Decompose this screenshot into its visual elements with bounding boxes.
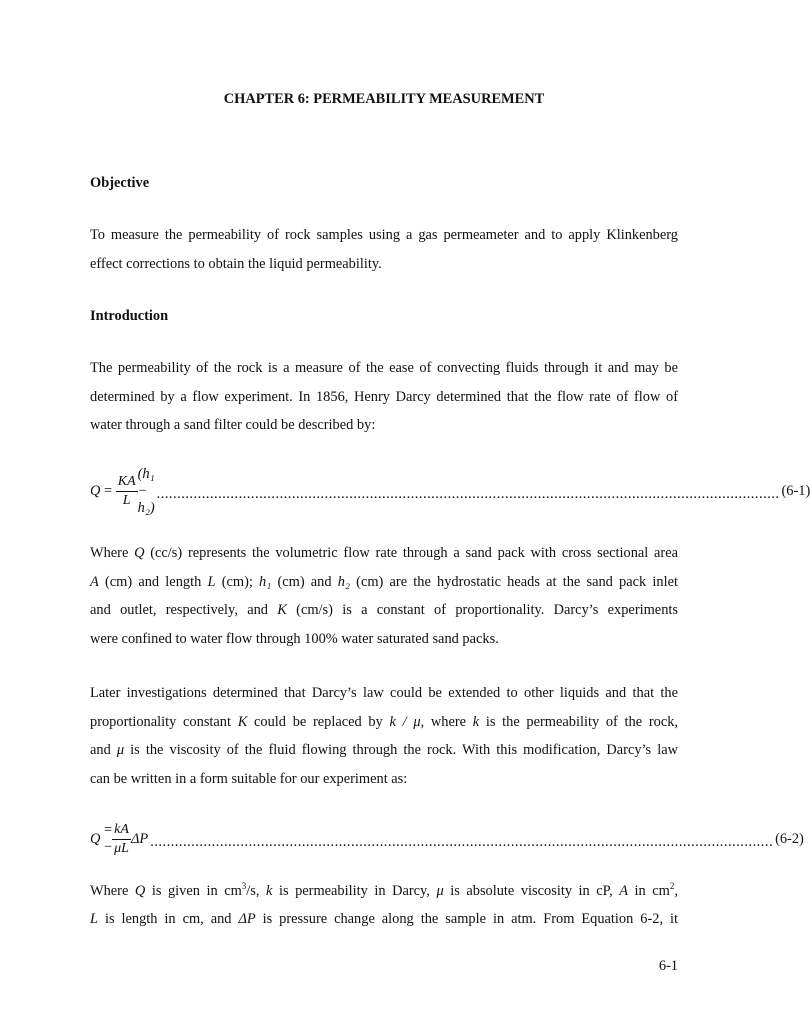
eq1-lhs: Q: [90, 483, 101, 499]
later-line-1: Later investigations determined that Darcy’s law could be extended to other liquids and that the: [90, 685, 678, 701]
eq2-leader-dots: ........................................................................................................................................................: [150, 833, 774, 850]
eq1-equals: =: [104, 483, 113, 499]
eq2-denominator: μL: [114, 840, 129, 856]
units-paragraph: [90, 872, 678, 934]
vars-line-2: A (cm) and length L (cm); h₁ (cm) and h₂ (cm) are the hydrostatic heads at the sand pack inlet: [90, 573, 678, 590]
eq1-number: (6-1): [781, 483, 810, 499]
intro-line-2: determined by a flow experiment. In 1856, Henry Darcy determined that the flow rate of flow of: [90, 388, 678, 405]
chapter-title: CHAPTER 6: PERMEABILITY MEASUREMENT: [223, 91, 545, 107]
eq1-rhs: (h₁ − h₂): [137, 466, 155, 516]
eq1-fraction: [116, 475, 138, 508]
objective-paragraph: [90, 221, 678, 278]
eq1-numerator: KA: [116, 475, 138, 492]
intro-line-1: The permeability of the rock is a measure of the ease of convecting fluids through it and may be: [90, 360, 678, 376]
introduction-heading: Introduction: [90, 308, 169, 324]
variables-paragraph: [90, 539, 678, 653]
objective-heading: Objective: [90, 175, 150, 191]
eq2-numerator: kA: [112, 823, 131, 840]
vars-line-3: and outlet, respectively, and K (cm/s) is a constant of proportionality. Darcy’s experiments: [90, 602, 678, 618]
eq2-fraction: [112, 823, 131, 856]
later-investigations-paragraph: [90, 679, 678, 793]
equation-6-2: [90, 821, 804, 856]
eq2-number: (6-2): [775, 830, 804, 847]
eq2-rhs: ΔP: [130, 830, 149, 847]
equation-6-1: [90, 466, 810, 517]
later-line-4: can be written in a form suitable for our experiment as:: [90, 770, 408, 787]
eq2-equals: = −: [104, 822, 113, 855]
units-line-1: Where Q is given in $cm^3/s$, k is permeability in Darcy, μ is absolute viscosity in cP, A in $cm^2$,: [90, 881, 678, 899]
objective-line-1: To measure the permeability of rock samples using a gas permeameter and to apply Klinkenberg: [90, 227, 678, 243]
eq1-leader-dots: ........................................................................................................................................................: [156, 486, 780, 502]
eq2-lhs: Q: [90, 830, 101, 847]
intro-line-3: water through a sand filter could be described by:: [90, 417, 376, 433]
eq1-denominator: L: [122, 493, 131, 508]
page-number: 6-1: [658, 958, 678, 974]
later-line-3: and μ is the viscosity of the fluid flowing through the rock. With this modification, Darcy’s law: [90, 742, 678, 758]
introduction-paragraph: [90, 354, 678, 440]
units-line-2: L is length in cm, and ΔP is pressure change along the sample in atm. From Equation 6-2, it: [90, 911, 678, 928]
objective-line-2: effect corrections to obtain the liquid permeability.: [90, 255, 382, 272]
later-line-2: proportionality constant K could be replaced by k / μ, where k is the permeability of the rock,: [90, 713, 679, 730]
vars-line-1: Where Q (cc/s) represents the volumetric flow rate through a sand pack with cross sectional area: [90, 545, 678, 561]
vars-line-4: were confined to water flow through 100% water saturated sand packs.: [90, 630, 499, 647]
